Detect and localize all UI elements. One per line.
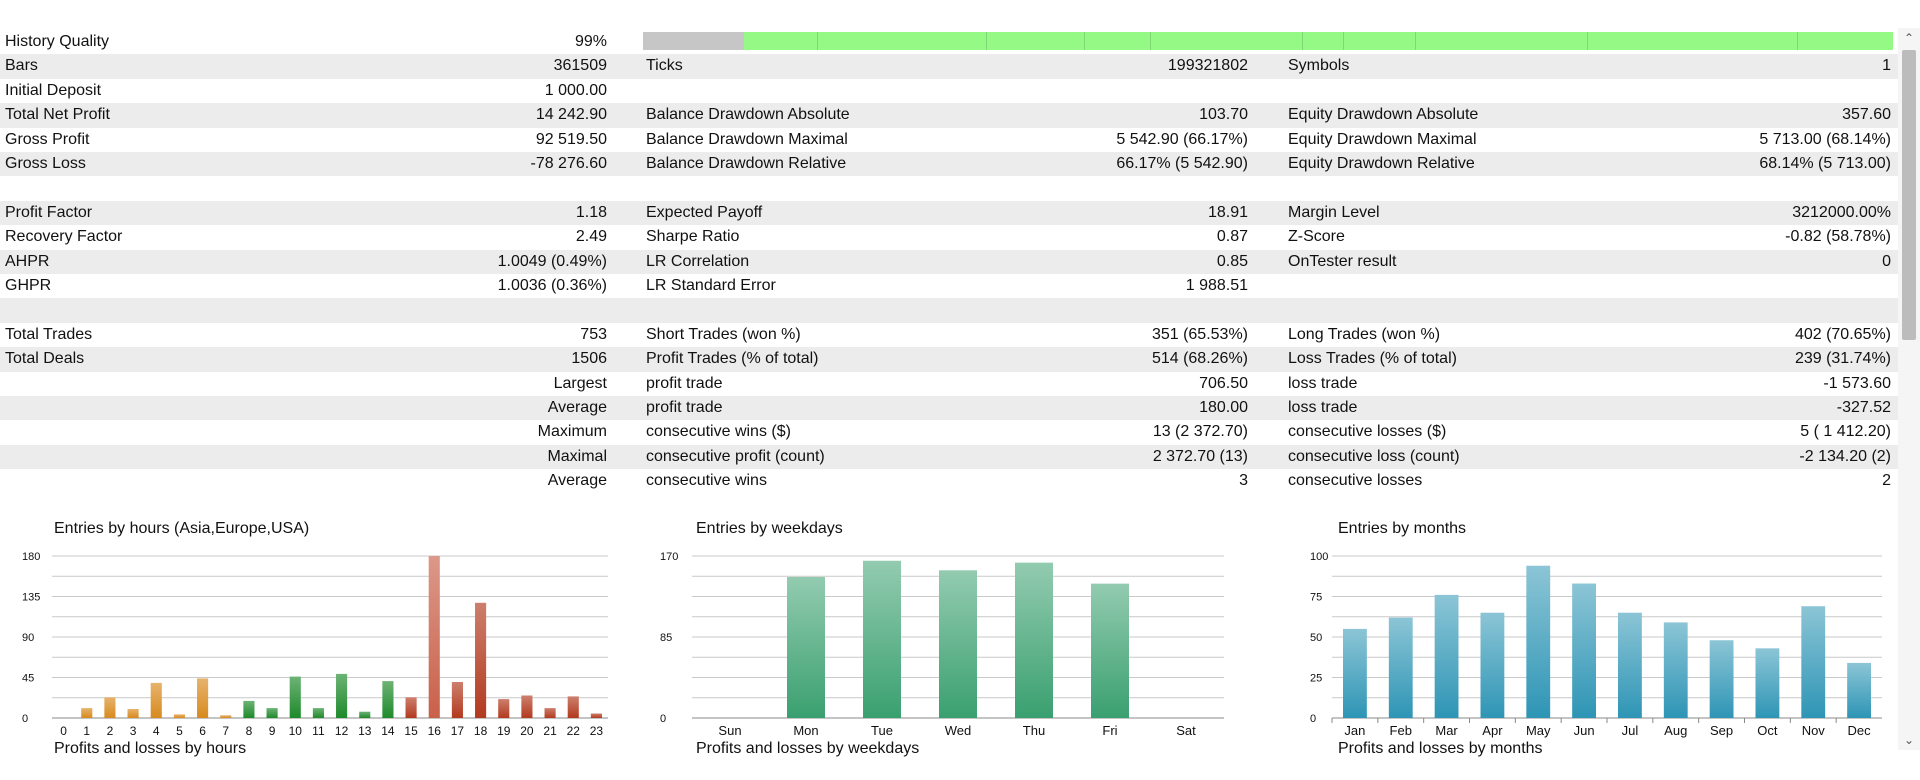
x-tick-label: 14 <box>381 724 395 738</box>
bar <box>1618 613 1642 718</box>
stat-value: 1506 <box>571 350 607 368</box>
bar <box>591 714 602 719</box>
stat-value: 706.50 <box>1199 374 1248 392</box>
stat-label: Balance Drawdown Absolute <box>646 106 850 124</box>
stat-value: 514 (68.26%) <box>1151 350 1248 368</box>
bar <box>267 708 278 718</box>
stat-label: Gross Profit <box>5 130 90 148</box>
x-tick-label: 21 <box>543 724 557 738</box>
stats-row <box>0 250 1898 274</box>
y-tick-label: 0 <box>660 713 667 725</box>
stat-label: consecutive wins ($) <box>646 423 791 441</box>
bar <box>1801 606 1825 718</box>
bar <box>313 708 324 718</box>
stat-value: 2 <box>1882 472 1891 490</box>
x-tick-label: Fri <box>1102 723 1118 738</box>
stat-value: 0 <box>1882 252 1891 270</box>
chevron-up-icon[interactable]: ⌃ <box>1903 31 1915 45</box>
stats-row <box>0 469 1898 493</box>
y-tick-label: 50 <box>1310 632 1323 644</box>
x-tick-label: 9 <box>268 724 276 738</box>
bar <box>568 696 579 718</box>
stats-row <box>0 128 1898 152</box>
x-tick-label: 4 <box>152 724 160 738</box>
x-tick-label: 19 <box>497 724 511 738</box>
chart-svg <box>640 532 1280 752</box>
quality-bar-segment <box>1415 32 1416 50</box>
stat-label: consecutive wins <box>646 472 767 490</box>
y-tick-label: 75 <box>1310 591 1323 604</box>
chart-svg <box>0 532 640 752</box>
stat-label: Balance Drawdown Relative <box>646 155 847 172</box>
history-quality-value: 99% <box>574 33 607 50</box>
x-tick-label: 3 <box>129 724 137 738</box>
stats-row <box>0 420 1898 444</box>
bar <box>1572 584 1596 718</box>
x-tick-label: 0 <box>60 724 67 738</box>
stat-label: Total Deals <box>5 350 85 368</box>
stat-label: consecutive profit (count) <box>646 447 825 465</box>
stat-label: Ticks <box>646 57 683 75</box>
bar <box>359 712 370 718</box>
section-title: Profits and losses by weekdays <box>696 740 920 757</box>
x-tick-label: 1 <box>83 724 91 738</box>
quality-bar-segment <box>986 32 987 50</box>
bar <box>1091 584 1129 718</box>
stat-label: Equity Drawdown Absolute <box>1288 106 1479 124</box>
x-tick-label: 8 <box>245 724 253 738</box>
quality-bar-segment <box>1797 32 1798 50</box>
stat-value: 68.14% (5 713.00) <box>1759 155 1891 172</box>
bar <box>545 708 556 718</box>
x-tick-label: 22 <box>566 724 580 738</box>
x-tick-label: 23 <box>589 724 604 738</box>
stat-label: profit trade <box>646 399 723 416</box>
stat-label: Margin Level <box>1288 203 1380 221</box>
bar <box>1343 629 1367 718</box>
quality-bar-segment <box>817 32 818 50</box>
x-tick-label: 7 <box>222 724 230 738</box>
y-tick-label: 180 <box>22 551 41 563</box>
stat-value: 357.60 <box>1842 106 1891 124</box>
stat-value: 1.18 <box>575 203 607 221</box>
x-tick-label: Nov <box>1801 723 1825 738</box>
history-quality-label: History Quality <box>5 33 110 50</box>
chart-title: Entries by months <box>1338 520 1467 537</box>
x-tick-label: 18 <box>473 724 488 738</box>
stats-row <box>0 298 1898 322</box>
stat-value: 3 <box>1239 472 1248 490</box>
stat-value: 402 (70.65%) <box>1794 325 1891 343</box>
chart-title: Entries by weekdays <box>696 520 843 537</box>
chart-entries-by-hours <box>0 512 640 780</box>
stat-value: 1.0036 (0.36%) <box>497 277 607 294</box>
x-tick-label: 6 <box>199 724 206 738</box>
stat-label: Long Trades (won %) <box>1288 325 1441 343</box>
stats-row <box>0 274 1898 298</box>
x-tick-label: Sep <box>1710 723 1734 738</box>
x-tick-label: Aug <box>1664 723 1688 738</box>
stat-label: Balance Drawdown Maximal <box>646 130 848 148</box>
stats-row <box>0 347 1898 371</box>
stats-row <box>0 54 1898 78</box>
stat-value: -1 573.60 <box>1823 374 1891 392</box>
stat-label: Gross Loss <box>5 155 86 172</box>
stat-value: 753 <box>580 325 607 343</box>
chart-svg <box>1280 532 1898 752</box>
stat-label: Equity Drawdown Relative <box>1288 155 1475 172</box>
bar <box>1389 618 1413 718</box>
bar <box>787 577 825 718</box>
x-tick-label: 16 <box>427 724 441 738</box>
stat-label: Expected Payoff <box>646 203 763 221</box>
stat-label: LR Standard Error <box>646 277 776 294</box>
stat-qualifier: Maximal <box>547 447 607 465</box>
bar <box>1435 595 1459 718</box>
chart-entries-by-weekdays <box>640 512 1280 780</box>
quality-bar-segment <box>1343 32 1344 50</box>
x-tick-label: 10 <box>288 724 302 738</box>
bar <box>1847 663 1871 718</box>
stat-value: -327.52 <box>1836 399 1891 416</box>
stat-value: 5 713.00 (68.14%) <box>1759 130 1891 148</box>
stat-value: -2 134.20 (2) <box>1799 447 1891 465</box>
stat-label: Z-Score <box>1288 228 1345 246</box>
history-quality-missing <box>643 32 744 50</box>
stat-value: 0.87 <box>1216 228 1248 246</box>
y-tick-label: 100 <box>1310 551 1329 563</box>
stat-value: 18.91 <box>1207 203 1248 221</box>
x-tick-label: Dec <box>1847 723 1871 738</box>
section-title: Profits and losses by months <box>1338 740 1543 757</box>
x-tick-label: 15 <box>404 724 418 738</box>
stat-label: OnTester result <box>1288 252 1397 270</box>
y-tick-label: 25 <box>1310 672 1323 685</box>
stat-qualifier: Maximum <box>537 423 607 441</box>
stat-value: 2.49 <box>575 228 607 246</box>
x-tick-label: Wed <box>944 723 972 738</box>
stat-qualifier: Largest <box>553 374 607 392</box>
stat-value: 5 ( 1 412.20) <box>1800 423 1891 441</box>
quality-bar-segment <box>1150 32 1151 50</box>
history-quality-bar <box>643 32 1893 50</box>
quality-bar-segment <box>1587 32 1588 50</box>
stats-row <box>0 152 1898 176</box>
stats-row <box>0 396 1898 420</box>
stat-label: Bars <box>5 57 38 75</box>
stat-label: Short Trades (won %) <box>646 325 801 343</box>
stat-value: 1.0049 (0.49%) <box>497 252 607 270</box>
stat-label: consecutive loss (count) <box>1288 447 1460 465</box>
bar <box>429 556 440 718</box>
section-title: Profits and losses by hours <box>54 740 247 757</box>
stat-value: 1 <box>1882 57 1891 75</box>
bar <box>382 681 393 718</box>
stats-row <box>0 323 1898 347</box>
x-tick-label: Tue <box>871 723 893 738</box>
x-tick-label: Jul <box>1621 723 1639 738</box>
bar <box>1664 622 1688 718</box>
bar <box>1526 566 1550 718</box>
bar <box>104 697 115 718</box>
stat-label: Recovery Factor <box>5 228 123 246</box>
bar <box>220 715 231 718</box>
stat-value: 0.85 <box>1216 252 1248 270</box>
vertical-scrollbar[interactable] <box>1898 28 1920 750</box>
stat-label: Sharpe Ratio <box>646 228 740 246</box>
x-tick-label: 2 <box>106 724 114 738</box>
x-tick-label: Mon <box>793 723 819 738</box>
bar <box>290 677 301 718</box>
bar <box>197 678 208 718</box>
bar <box>128 709 139 718</box>
stat-value: 361509 <box>553 57 607 75</box>
stats-row <box>0 103 1898 127</box>
x-tick-label: Sun <box>718 723 742 738</box>
bar <box>1710 640 1734 718</box>
stat-label: LR Correlation <box>646 252 750 270</box>
stat-label: consecutive losses ($) <box>1288 423 1447 441</box>
y-tick-label: 170 <box>660 551 679 563</box>
stat-qualifier: Average <box>547 399 607 416</box>
quality-bar-segment <box>1302 32 1303 50</box>
chart-title: Entries by hours (Asia,Europe,USA) <box>54 520 310 537</box>
stat-value: 13 (2 372.70) <box>1152 423 1248 441</box>
x-tick-label: Mar <box>1435 723 1458 738</box>
stat-label: Loss Trades (% of total) <box>1288 350 1457 368</box>
x-tick-label: Apr <box>1482 723 1503 738</box>
stats-row <box>0 225 1898 249</box>
x-tick-label: 12 <box>334 724 349 738</box>
bar <box>406 697 417 718</box>
x-tick-label: Jun <box>1573 723 1595 738</box>
x-tick-label: 17 <box>450 724 465 738</box>
stat-value: 1 000.00 <box>544 81 607 99</box>
stat-value: 14 242.90 <box>535 106 607 124</box>
stats-row <box>0 372 1898 396</box>
y-tick-label: 85 <box>660 632 673 644</box>
stat-label: AHPR <box>5 252 50 270</box>
x-tick-label: 5 <box>176 724 183 738</box>
x-tick-label: 11 <box>312 724 325 738</box>
stats-row <box>0 445 1898 469</box>
x-tick-label: Sat <box>1176 723 1196 738</box>
bar <box>1015 563 1053 718</box>
stat-value: 3212000.00% <box>1792 203 1891 221</box>
stat-label: Profit Trades (% of total) <box>646 350 819 368</box>
stat-value: -78 276.60 <box>530 155 607 172</box>
stat-value: 103.70 <box>1199 106 1248 124</box>
stat-label: profit trade <box>646 374 723 392</box>
stat-value: 1 988.51 <box>1185 277 1248 294</box>
quality-bar-segment <box>1084 32 1085 50</box>
stat-value: 2 372.70 (13) <box>1152 447 1248 465</box>
stats-row <box>0 79 1898 103</box>
stat-qualifier: Average <box>547 472 607 490</box>
stat-value: 66.17% (5 542.90) <box>1116 155 1248 172</box>
bar <box>151 683 162 718</box>
stat-label: Initial Deposit <box>5 81 102 99</box>
y-tick-label: 90 <box>22 632 35 644</box>
x-tick-label: 20 <box>520 724 534 738</box>
bar <box>475 603 486 718</box>
scrollbar-thumb[interactable] <box>1902 50 1916 340</box>
stat-value: -0.82 (58.78%) <box>1785 228 1891 246</box>
chart-entries-by-months <box>1280 512 1898 780</box>
bar <box>939 570 977 718</box>
stat-value: 5 542.90 (66.17%) <box>1116 130 1248 148</box>
stat-label: loss trade <box>1288 399 1358 416</box>
stat-label: Total Trades <box>5 325 93 343</box>
bar <box>81 708 92 718</box>
y-tick-label: 135 <box>22 591 41 604</box>
chevron-down-icon[interactable]: ⌄ <box>1903 733 1915 747</box>
x-tick-label: Feb <box>1389 723 1412 738</box>
y-tick-label: 0 <box>1310 713 1317 725</box>
bar <box>174 714 185 718</box>
stat-value: 92 519.50 <box>535 130 607 148</box>
stats-row <box>0 201 1898 225</box>
bar <box>243 701 254 718</box>
stat-value: 199321802 <box>1167 57 1248 75</box>
stat-value: 239 (31.74%) <box>1794 350 1891 368</box>
stat-label: loss trade <box>1288 374 1358 392</box>
bar <box>452 682 463 718</box>
stat-value: 180.00 <box>1199 399 1248 416</box>
bar <box>1756 648 1780 718</box>
stat-label: GHPR <box>5 277 52 294</box>
stat-label: consecutive losses <box>1288 472 1423 490</box>
y-tick-label: 45 <box>22 672 35 685</box>
x-tick-label: May <box>1525 723 1551 738</box>
stat-label: Total Net Profit <box>5 106 110 124</box>
x-tick-label: 13 <box>358 724 372 738</box>
stat-label: Equity Drawdown Maximal <box>1288 130 1477 148</box>
x-tick-label: Thu <box>1022 723 1046 738</box>
stat-label: Symbols <box>1288 57 1350 75</box>
bar <box>863 561 901 718</box>
bar <box>336 674 347 718</box>
x-tick-label: Jan <box>1344 723 1366 738</box>
x-tick-label: Oct <box>1757 723 1778 738</box>
stat-value: 351 (65.53%) <box>1151 325 1248 343</box>
stat-label: Profit Factor <box>5 203 93 221</box>
bar <box>521 696 532 719</box>
stats-row <box>0 176 1898 200</box>
y-tick-label: 0 <box>22 713 29 725</box>
bar <box>1481 613 1505 718</box>
bar <box>498 699 509 718</box>
